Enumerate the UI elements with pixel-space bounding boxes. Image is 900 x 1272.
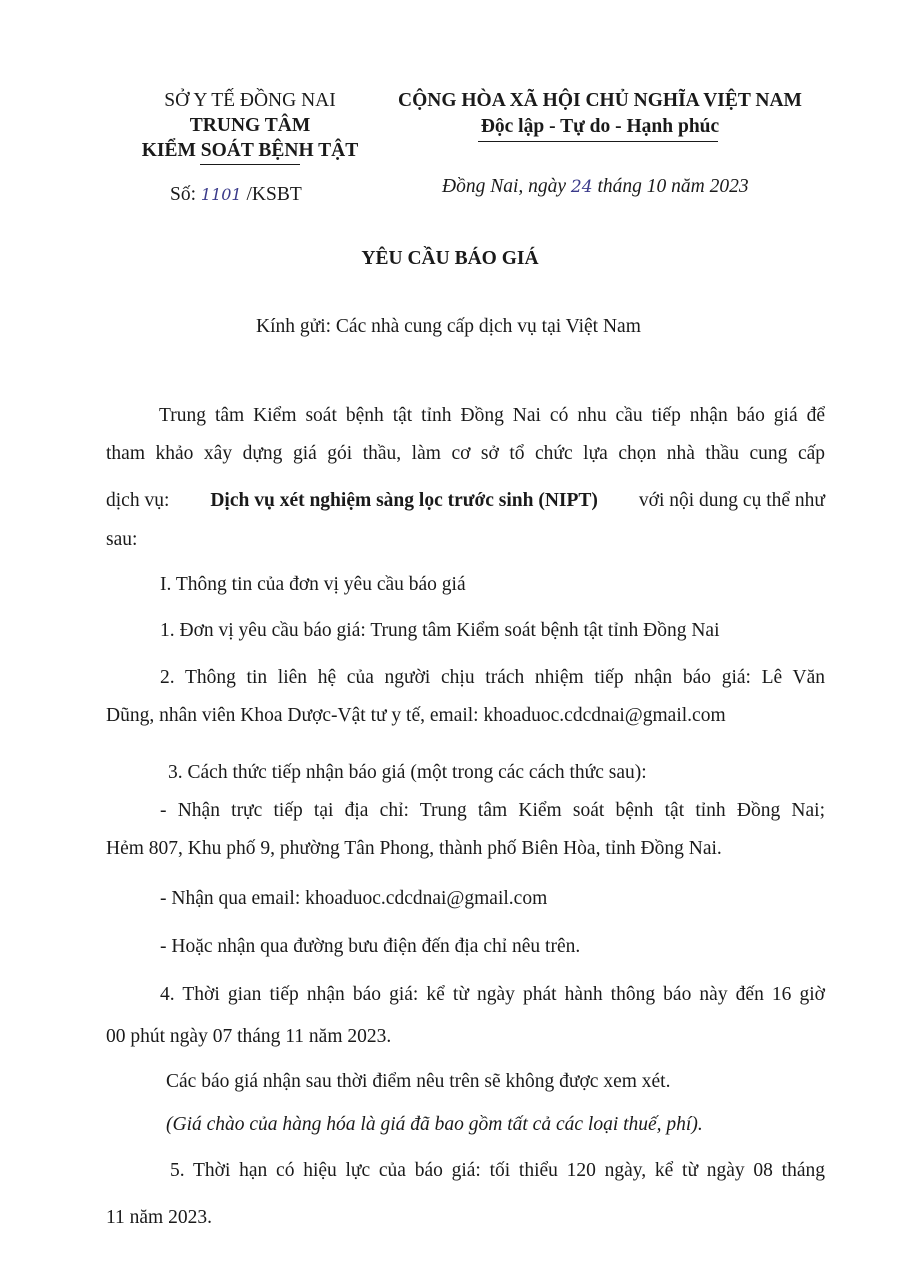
- item-5-line-1: 5. Thời hạn có hiệu lực của báo giá: tối thiểu 120 ngày, kể từ ngày 08 tháng: [170, 1160, 825, 1181]
- motto-underline: [478, 141, 718, 142]
- salutation: Kính gửi: Các nhà cung cấp dịch vụ tại Việt Nam: [256, 316, 641, 337]
- item-3-post: - Hoặc nhận qua đường bưu điện đến địa chỉ nêu trên.: [160, 936, 581, 957]
- item-5-line-2: 11 năm 2023.: [106, 1207, 212, 1228]
- motto: Độc lập - Tự do - Hạnh phúc: [480, 116, 720, 137]
- item-3-direct-line-2: Hẻm 807, Khu phố 9, phường Tân Phong, thành phố Biên Hòa, tỉnh Đồng Nai.: [106, 838, 722, 859]
- item-3-direct-line-1: - Nhận trực tiếp tại địa chỉ: Trung tâm Kiểm soát bệnh tật tỉnh Đồng Nai;: [160, 800, 825, 821]
- service-name: Dịch vụ xét nghiệm sàng lọc trước sinh (NIPT): [210, 490, 598, 511]
- number-suffix: /KSBT: [246, 184, 302, 205]
- item-1: 1. Đơn vị yêu cầu báo giá: Trung tâm Kiểm soát bệnh tật tỉnh Đồng Nai: [160, 620, 720, 641]
- place-prefix: Đồng Nai, ngày: [442, 176, 567, 197]
- item-4-italic-note: (Giá chào của hàng hóa là giá đã bao gồm tất cả các loại thuế, phí).: [166, 1114, 703, 1135]
- item-4-line-1: 4. Thời gian tiếp nhận báo giá: kể từ ngày phát hành thông báo này đến 16 giờ: [160, 984, 825, 1005]
- number-value: 1101: [200, 185, 242, 204]
- item-4-note: Các báo giá nhận sau thời điểm nêu trên sẽ không được xem xét.: [166, 1071, 671, 1092]
- intro-line-4: sau:: [106, 529, 138, 550]
- org-name-line1: TRUNG TÂM: [189, 115, 311, 136]
- header-left-underline: [200, 164, 300, 165]
- place-suffix: tháng 10 năm 2023: [597, 176, 749, 197]
- document-title: YÊU CẦU BÁO GIÁ: [361, 248, 539, 269]
- item-2-line-2: Dũng, nhân viên Khoa Dược-Vật tư y tế, email: khoaduoc.cdcdnai@gmail.com: [106, 705, 726, 726]
- intro-line-1: Trung tâm Kiểm soát bệnh tật tỉnh Đồng Nai có nhu cầu tiếp nhận báo giá để: [159, 405, 825, 426]
- document-number: [170, 184, 302, 206]
- department-name: SỞ Y TẾ ĐỒNG NAI: [164, 90, 336, 111]
- item-3-heading: 3. Cách thức tiếp nhận báo giá (một trong các cách thức sau):: [168, 762, 647, 783]
- intro-line-2: tham khảo xây dựng giá gói thầu, làm cơ sở tổ chức lựa chọn nhà thầu cung cấp: [106, 443, 825, 464]
- intro-line-3-post: với nội dung cụ thể như: [638, 490, 825, 511]
- date-day: 24: [570, 177, 593, 197]
- item-4-line-2: 00 phút ngày 07 tháng 11 năm 2023.: [106, 1026, 392, 1047]
- org-name-line2: KIỂM SOÁT BỆNH TẬT: [141, 140, 359, 161]
- section-1-heading: I. Thông tin của đơn vị yêu cầu báo giá: [160, 574, 466, 595]
- item-3-email: - Nhận qua email: khoaduoc.cdcdnai@gmail.com: [160, 888, 548, 909]
- place-date: [442, 176, 749, 198]
- intro-line-3: [106, 490, 825, 512]
- nation-title: CỘNG HÒA XÃ HỘI CHỦ NGHĨA VIỆT NAM: [398, 90, 802, 111]
- number-label: Số:: [170, 184, 197, 205]
- item-2-line-1: 2. Thông tin liên hệ của người chịu trách nhiệm tiếp nhận báo giá: Lê Văn: [160, 667, 825, 688]
- header-left: [120, 88, 380, 163]
- intro-line-3-pre: dịch vụ:: [106, 490, 170, 511]
